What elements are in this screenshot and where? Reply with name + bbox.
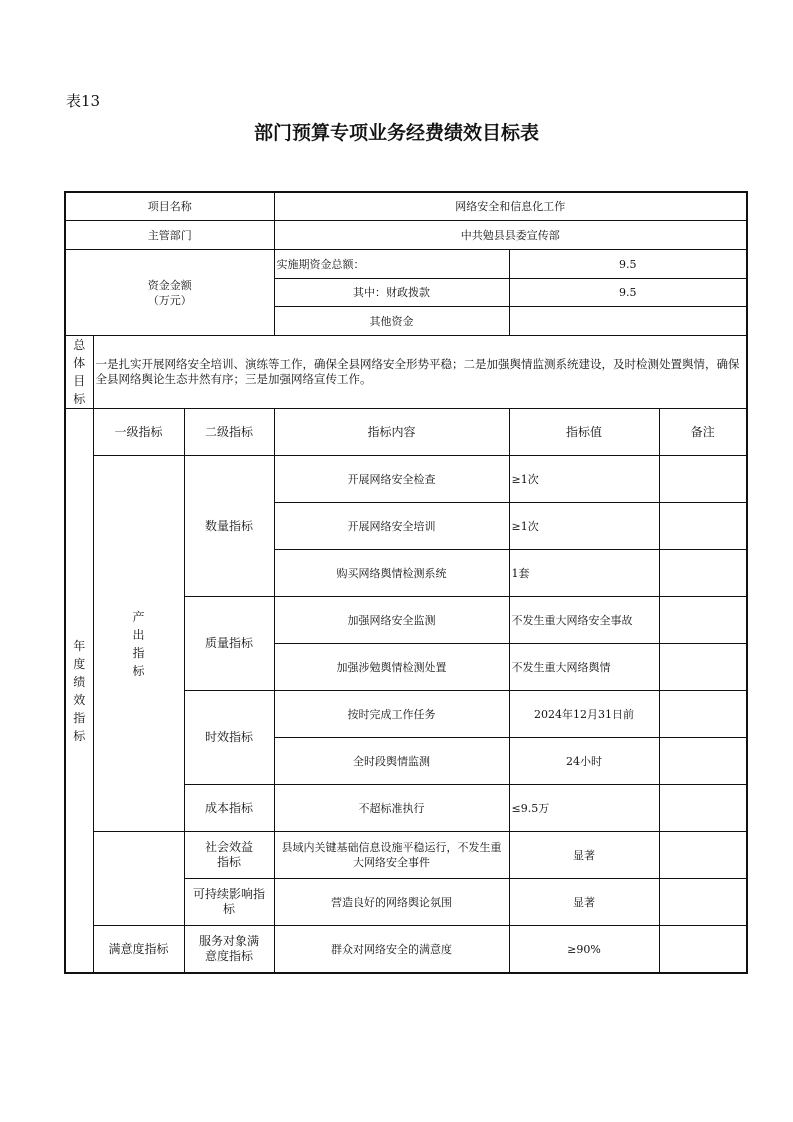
header-note: 备注 — [659, 409, 747, 456]
department-value: 中共勉县县委宣传部 — [274, 221, 747, 250]
page-title: 部门预算专项业务经费绩效目标表 — [253, 122, 539, 144]
indicator-value: 不发生重大网络舆情 — [509, 644, 659, 691]
fiscal-funds-label: 其中：财政拨款 — [274, 279, 509, 307]
indicator-value: 显著 — [509, 879, 659, 926]
level1-output-text: 产出指标 — [132, 609, 145, 678]
level1-effect — [93, 832, 184, 926]
overall-goal-label-text: 总体目标 — [73, 338, 86, 406]
level1-satisfaction: 满意度指标 — [93, 926, 184, 974]
level2-quality: 质量指标 — [184, 597, 274, 691]
indicator-note — [659, 456, 747, 503]
indicator-content: 开展网络安全培训 — [274, 503, 509, 550]
indicator-note — [659, 503, 747, 550]
indicator-note — [659, 691, 747, 738]
indicator-note — [659, 785, 747, 832]
indicator-content: 购买网络舆情检测系统 — [274, 550, 509, 597]
funds-unit: （万元） — [147, 293, 192, 307]
indicator-note — [659, 550, 747, 597]
performance-target-table — [64, 191, 748, 974]
level2-social: 社会效益指标 — [184, 832, 274, 879]
indicator-content: 不超标准执行 — [274, 785, 509, 832]
indicator-note — [659, 597, 747, 644]
indicator-note — [659, 644, 747, 691]
header-level1: 一级指标 — [93, 409, 184, 456]
annual-indicators-label-text: 年度绩效指标 — [73, 638, 86, 743]
header-content: 指标内容 — [274, 409, 509, 456]
level2-cost: 成本指标 — [184, 785, 274, 832]
indicator-content: 加强涉勉舆情检测处置 — [274, 644, 509, 691]
indicator-value: ≥1次 — [509, 456, 659, 503]
indicator-content: 开展网络安全检查 — [274, 456, 509, 503]
header-level2: 二级指标 — [184, 409, 274, 456]
level2-quantity: 数量指标 — [184, 456, 274, 597]
table-number: 表13 — [66, 92, 101, 110]
indicator-note — [659, 879, 747, 926]
overall-goal-text: 一是扎实开展网络安全培训、演练等工作，确保全县网络安全形势平稳；二是加强舆情监测系统建设，及时检测处置舆情，确保全县网络舆论生态井然有序；三是加强网络宣传工作。 — [93, 336, 747, 409]
funds-label-text: 资金金额 — [147, 278, 192, 292]
indicator-value: 显著 — [509, 832, 659, 879]
indicator-content: 县域内关键基础信息设施平稳运行，不发生重大网络安全事件 — [274, 832, 509, 879]
project-name-label: 项目名称 — [65, 192, 274, 221]
funds-label — [65, 250, 274, 336]
header-value: 指标值 — [509, 409, 659, 456]
overall-goal-label — [65, 336, 93, 409]
indicator-note — [659, 832, 747, 879]
indicator-value: 2024年12月31日前 — [509, 691, 659, 738]
annual-indicators-label — [65, 409, 93, 974]
indicator-value: 不发生重大网络安全事故 — [509, 597, 659, 644]
other-funds-label: 其他资金 — [274, 307, 509, 336]
total-funds-value: 9.5 — [509, 250, 747, 279]
level2-service: 服务对象满意度指标 — [184, 926, 274, 974]
project-name-value: 网络安全和信息化工作 — [274, 192, 747, 221]
indicator-value: ≥1次 — [509, 503, 659, 550]
indicator-content: 加强网络安全监测 — [274, 597, 509, 644]
total-funds-label: 实施期资金总额： — [274, 250, 509, 279]
indicator-note — [659, 926, 747, 974]
indicator-value: 24小时 — [509, 738, 659, 785]
indicator-content: 按时完成工作任务 — [274, 691, 509, 738]
level2-timeliness: 时效指标 — [184, 691, 274, 785]
indicator-value: 1套 — [509, 550, 659, 597]
indicator-content: 全时段舆情监测 — [274, 738, 509, 785]
other-funds-value — [509, 307, 747, 336]
indicator-content: 群众对网络安全的满意度 — [274, 926, 509, 974]
department-label: 主管部门 — [65, 221, 274, 250]
fiscal-funds-value: 9.5 — [509, 279, 747, 307]
indicator-value: ≥90% — [509, 926, 659, 974]
indicator-value: ≤9.5万 — [509, 785, 659, 832]
level2-sustain: 可持续影响指标 — [184, 879, 274, 926]
level1-output — [93, 456, 184, 832]
indicator-note — [659, 738, 747, 785]
indicator-content: 营造良好的网络舆论氛围 — [274, 879, 509, 926]
